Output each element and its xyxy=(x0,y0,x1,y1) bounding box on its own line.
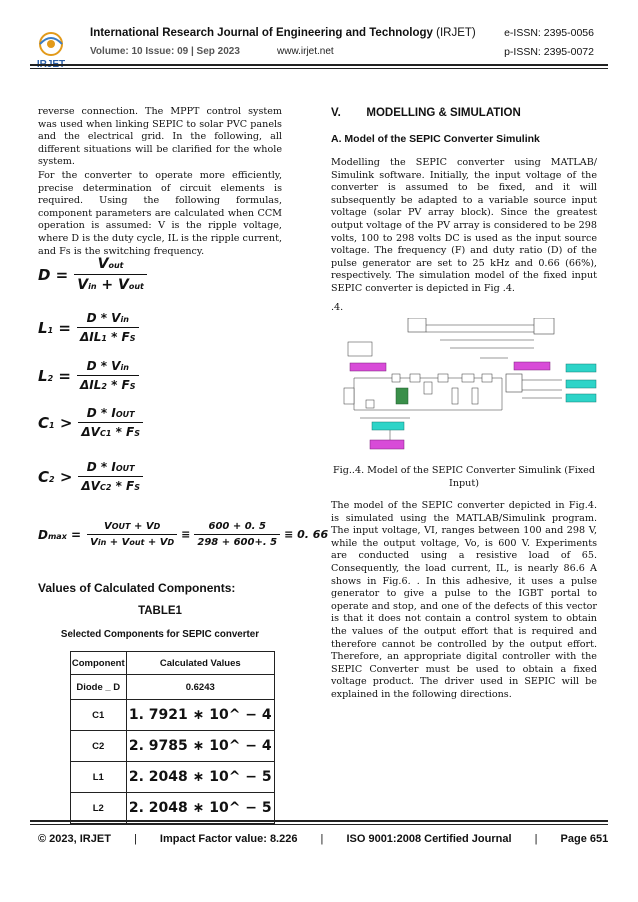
left-para-2: For the converter to operate more efficiently, precise determination of circuit elements is required. Using the following formulas, component parameters are calculated when CCM operation is assumed: V is the ripple voltage, where D is the duty cycle, IL is the ripple current, and Fs is the switching frequency. xyxy=(38,170,282,257)
table-row xyxy=(71,700,275,731)
footer-copyright: © 2023, IRJET xyxy=(38,833,111,845)
left-para-1: reverse connection. The MPPT control system was used when linking SEPIC to solar PVC panels and the electrical grid. In the following, all different situations will be clarified for the whole system. xyxy=(38,106,282,168)
eissn: e-ISSN: 2395-0056 xyxy=(504,27,594,39)
pissn: p-ISSN: 2395-0072 xyxy=(504,46,594,58)
equation-l1: L1 = $\frac{\text{D * Vin}}{\text{ΔIL1 * FS}}$ xyxy=(38,311,139,344)
footer: © 2023, IRJET | Impact Factor value: 8.226 | ISO 9001:2008 Certified Journal | Page 651 xyxy=(38,833,609,845)
table-row xyxy=(71,762,275,793)
values-heading: Values of Calculated Components: xyxy=(38,581,236,595)
right-para-1: Modelling the SEPIC converter using MATLAB/ Simulink software. Initially, the input voltage of the converter is assumed to be fixed, and it will subsequently be adapted to a variable source input voltage (solar PV array block). Since the greatest output voltage of the PV array is considered to be 298 volts, 100 to 298 volts DC is used as the input source voltage. The frequency (F) and duty ratio (D) of the pulse generator are set to 25 kHz and 0.66 (66%), respectively. The simulation model of the fixed input SEPIC converter is depicted in Fig .4. xyxy=(331,157,597,294)
equation-c2: C2 > $\frac{\text{D * IOUT}}{\text{ΔVC2 * FS}}$ xyxy=(38,460,143,493)
footer-rule-thin xyxy=(30,824,608,825)
table-cell: C2 xyxy=(71,731,127,762)
table-cell: L2 xyxy=(71,793,127,824)
table-header-row xyxy=(71,652,275,675)
sub-heading: A. Model of the SEPIC Converter Simulink xyxy=(331,133,540,145)
table-cell: 2. 2048 ∗ 10^ − 5 xyxy=(126,762,274,793)
journal-title: International Research Journal of Engineering and Technology (IRJET) xyxy=(90,27,476,39)
table-cell: 2. 2048 ∗ 10^ − 5 xyxy=(126,793,274,824)
right-para-2: The model of the SEPIC converter depicted in Fig.4. is simulated using the MATLAB/Simulink program. The input voltage, VI, ranges between 100 and 298 V, while the output voltage, Vo, is 600 V. Experiments are conducted using a resistive load of 65. Consequently, the load current, IL, is nearly 86.6 A shows in Fig.6. . In this adhesive, it uses a pulse generator to give a pulse to the IGBT portal to operate and stop, and one of the defects of this vector is that it does not contain a control system to obtain the values of the output effort that is required and therefore cannot be controlled by the output effort. Therefore, an appropriate digital controller with the SEPIC Converter must be used to obtain a fixed voltage product. The driver used in SEPIC will be explained in the following directions. xyxy=(331,500,597,700)
table-cell: 1. 7921 ∗ 10^ − 4 xyxy=(126,700,274,731)
header-rule xyxy=(30,64,608,66)
equation-l2: L2 = $\frac{\text{D * Vin}}{\text{ΔIL2 * FS}}$ xyxy=(38,359,139,392)
equation-dmax: Dmax = $\frac{\text{VOUT + VD}}{\text{Vin + Vout + VD}}$ ≡ $\frac{600 + 0. 5}{298 + 600+. 5}$ ≡ 0. 66 xyxy=(38,521,329,548)
table-cell: L1 xyxy=(71,762,127,793)
table-cell: Diode _ D xyxy=(71,675,127,700)
table-row xyxy=(71,793,275,824)
equation-duty-cycle: D = $\frac{\text{Vout}}{\text{Vin + Vout}}$ xyxy=(38,256,147,293)
table-cell: 0.6243 xyxy=(126,675,274,700)
volume-info: Volume: 10 Issue: 09 | Sep 2023 xyxy=(90,46,240,57)
footer-impact: Impact Factor value: 8.226 xyxy=(159,833,298,845)
table-caption: Selected Components for SEPIC converter xyxy=(60,629,260,640)
figure-caption: Fig..4. Model of the SEPIC Converter Simulink (Fixed Input) xyxy=(333,465,595,489)
table-cell: 2. 9785 ∗ 10^ − 4 xyxy=(126,731,274,762)
footer-iso: ISO 9001:2008 Certified Journal xyxy=(346,833,512,845)
footer-page: Page 651 xyxy=(560,833,609,845)
table-header-values: Calculated Values xyxy=(126,652,274,675)
footer-rule xyxy=(30,820,608,822)
table-title: TABLE1 xyxy=(138,605,182,617)
table-row xyxy=(71,731,275,762)
table-header-component: Component xyxy=(71,652,127,675)
table-cell: C1 xyxy=(71,700,127,731)
journal-url[interactable]: www.irjet.net xyxy=(277,46,334,57)
section-heading: V. MODELLING & SIMULATION xyxy=(331,107,521,119)
table-row xyxy=(71,675,275,700)
components-table xyxy=(70,651,275,824)
figure-reference: .4. xyxy=(331,302,344,313)
equation-c1: C1 > $\frac{\text{D * IOUT}}{\text{ΔVC1 * FS}}$ xyxy=(38,406,143,439)
header-rule-thin xyxy=(30,68,608,69)
simulink-model-figure xyxy=(330,318,600,453)
